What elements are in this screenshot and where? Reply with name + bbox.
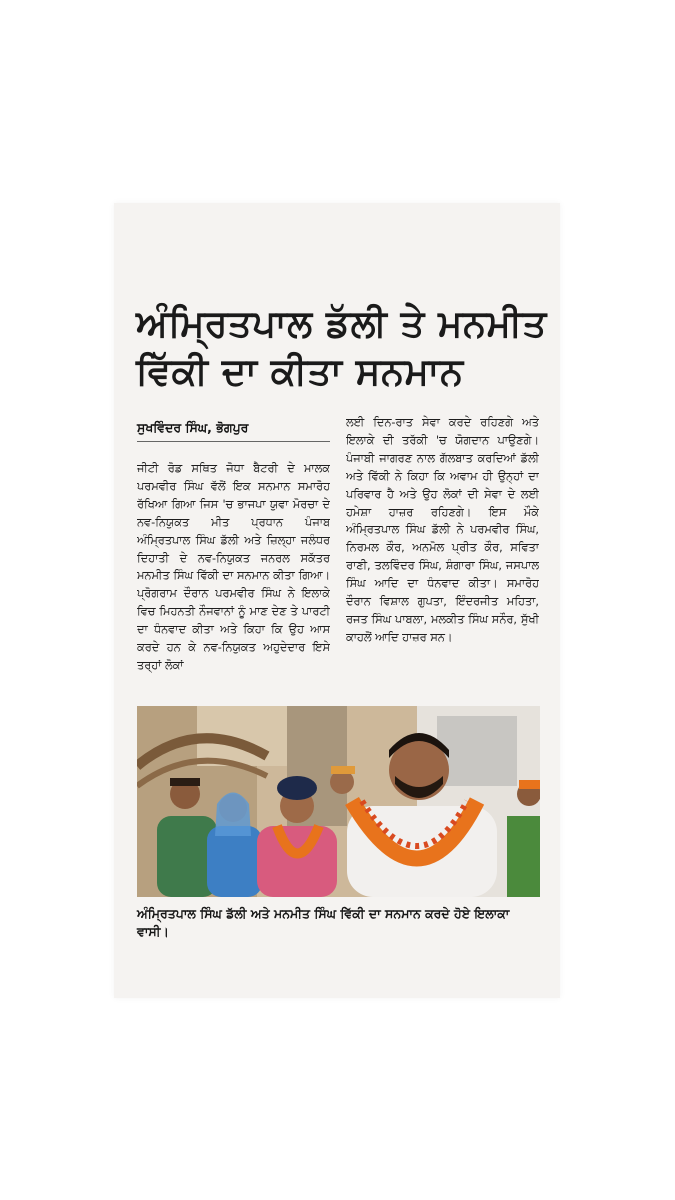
- headline: [136, 300, 546, 396]
- byline: ਸੁਖਵਿੰਦਰ ਸਿੰਘ, ਭੋਗਪੁਰ: [137, 420, 249, 435]
- news-photo-illustration: [137, 706, 540, 897]
- photo-caption: ਅੰਮ੍ਰਿਤਪਾਲ ਸਿੰਘ ਡੱਲੀ ਅਤੇ ਮਨਮੀਤ ਸਿੰਘ ਵਿੱਕੀ ਦਾ ਸਨਮਾਨ ਕਰਦੇ ਹੋਏ ਇਲਾਕਾ ਵਾਸੀ।: [137, 906, 510, 939]
- headline-line-2: ਵਿੱਕੀ ਦਾ ਕੀਤਾ ਸਨਮਾਨ: [136, 350, 464, 393]
- news-photo: [137, 706, 540, 897]
- headline-line-1: ਅੰਮ੍ਰਿਤਪਾਲ ਡੱਲੀ ਤੇ ਮਨਮੀਤ: [136, 302, 547, 345]
- article-body-left-column: ਜੀਟੀ ਰੋਡ ਸਥਿਤ ਜੋਧਾ ਬੈਟਰੀ ਦੇ ਮਾਲਕ ਪਰਮਵੀਰ ਸਿੰਘ ਵੱਲੋਂ ਇਕ ਸਨਮਾਨ ਸਮਾਰੋਹ ਰੱਖਿਆ ਗਿਆ ਜਿਸ 'ਚ ਭਾਜਪਾ ਯੁਵਾ ਮੋਰਚਾ ਦੇ ਨਵ-ਨਿਯੁਕਤ ਮੀਤ ਪ੍ਰਧਾਨ ਪੰਜਾਬ ਅੰਮ੍ਰਿਤਪਾਲ ਸਿੰਘ ਡੱਲੀ ਅਤੇ ਜ਼ਿਲ੍ਹਾ ਜਲੰਧਰ ਦਿਹਾਤੀ ਦੇ ਨਵ-ਨਿਯੁਕਤ ਜਨਰਲ ਸਕੱਤਰ ਮਨਮੀਤ ਸਿੰਘ ਵਿੱਕੀ ਦਾ ਸਨਮਾਨ ਕੀਤਾ ਗਿਆ। ਪ੍ਰੋਗਰਾਮ ਦੌਰਾਨ ਪਰਮਵੀਰ ਸਿੰਘ ਨੇ ਇਲਾਕੇ ਵਿਚ ਮਿਹਨਤੀ ਨੌਜਵਾਨਾਂ ਨੂੰ ਮਾਣ ਦੇਣ ਤੇ ਪਾਰਟੀ ਦਾ ਧੰਨਵਾਦ ਕੀਤਾ ਅਤੇ ਕਿਹਾ ਕਿ ਉਹ ਆਸ ਕਰਦੇ ਹਨ ਕੇ ਨਵ-ਨਿਯੁਕਤ ਅਹੁਦੇਦਾਰ ਇਸੇ ਤਰ੍ਹਾਂ ਲੋਕਾਂ: [137, 462, 330, 672]
- article-body-right-column: ਲਈ ਦਿਨ-ਰਾਤ ਸੇਵਾ ਕਰਦੇ ਰਹਿਣਗੇ ਅਤੇ ਇਲਾਕੇ ਦੀ ਤਰੱਕੀ 'ਚ ਯੋਗਦਾਨ ਪਾਉਣਗੇ। ਪੰਜਾਬੀ ਜਾਗਰਣ ਨਾਲ ਗੱਲਬਾਤ ਕਰਦਿਆਂ ਡੱਲੀ ਅਤੇ ਵਿੱਕੀ ਨੇ ਕਿਹਾ ਕਿ ਅਵਾਮ ਹੀ ਉਨ੍ਹਾਂ ਦਾ ਪਰਿਵਾਰ ਹੈ ਅਤੇ ਉਹ ਲੋਕਾਂ ਦੀ ਸੇਵਾ ਦੇ ਲਈ ਹਮੇਸ਼ਾ ਹਾਜ਼ਰ ਰਹਿਣਗੇ। ਇਸ ਮੌਕੇ ਅੰਮ੍ਰਿਤਪਾਲ ਸਿੰਘ ਡੱਲੀ ਨੇ ਪਰਮਵੀਰ ਸਿੰਘ, ਨਿਰਮਲ ਕੌਰ, ਅਨਮੋਲ ਪ੍ਰੀਤ ਕੌਰ, ਸਵਿਤਾ ਰਾਣੀ, ਤਲਵਿੰਦਰ ਸਿੰਘ, ਸ਼ੰਗਾਰਾ ਸਿੰਘ, ਜਸਪਾਲ ਸਿੰਘ ਆਦਿ ਦਾ ਧੰਨਵਾਦ ਕੀਤਾ। ਸਮਾਰੋਹ ਦੌਰਾਨ ਵਿਸ਼ਾਲ ਗੁਪਤਾ, ਇੰਦਰਜੀਤ ਮਹਿਤਾ, ਰਜਤ ਸਿੰਘ ਪਾਬਲਾ, ਮਲਕੀਤ ਸਿੰਘ ਸਨੌਰ, ਸੁੱਖੀ ਕਾਹਲੋਂ ਆਦਿ ਹਾਜ਼ਰ ਸਨ।: [346, 416, 539, 644]
- byline-divider: [137, 441, 330, 442]
